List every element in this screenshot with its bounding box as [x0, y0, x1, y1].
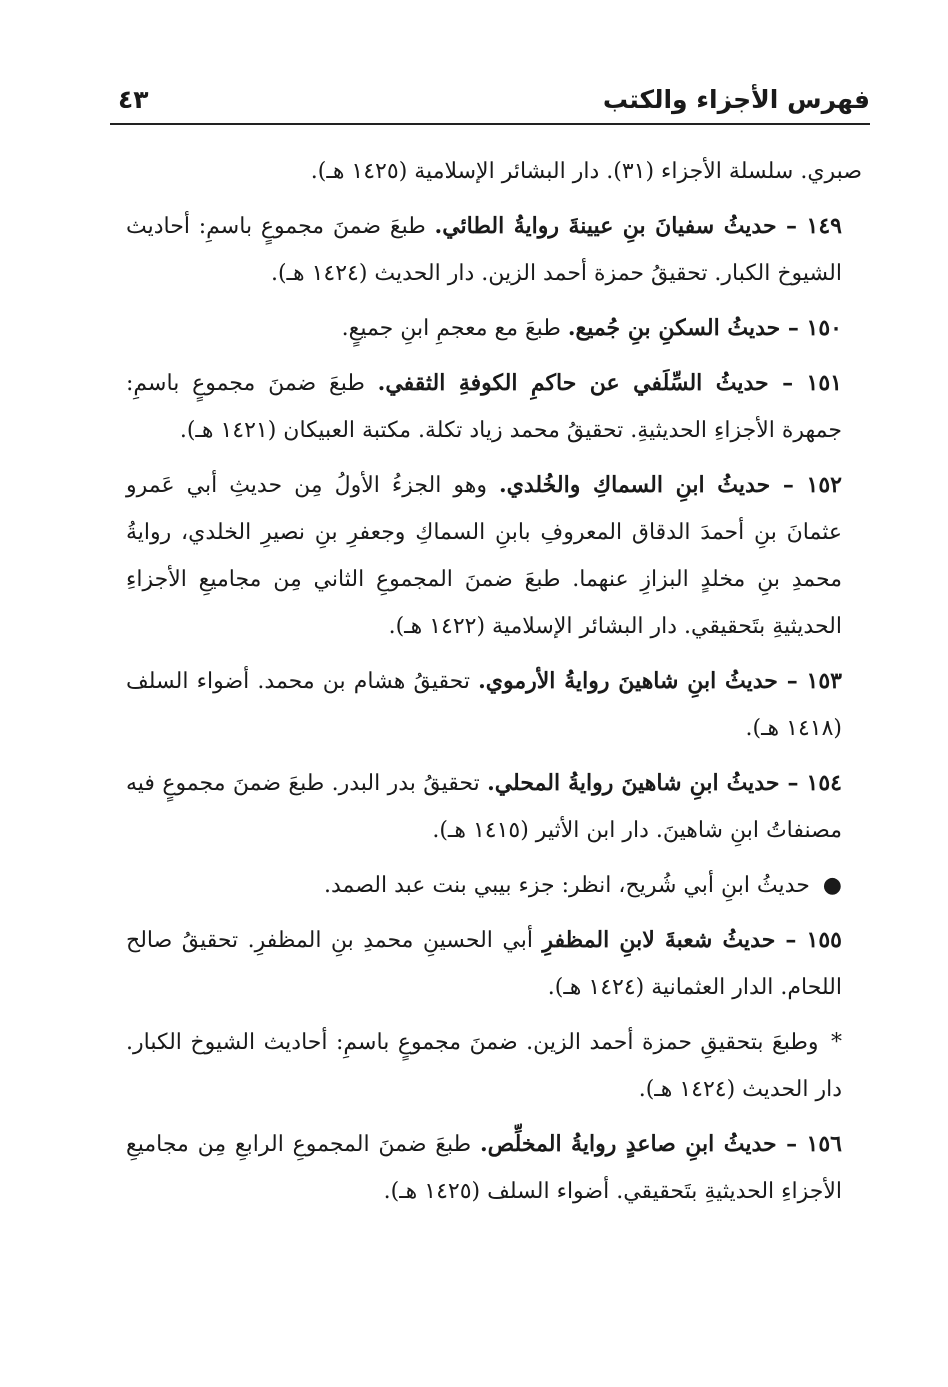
entry-details: طبعَ ضمنَ مجموعٍ باسمِ: أحاديث الشيوخ الكبار. تحقيقُ حمزة أحمد الزين. دار الحديث (١٤٢٤ هـ).	[126, 214, 842, 286]
entry-details: تحقيقُ بدر البدر. طبعَ ضمنَ مجموعٍ فيه مصنفاتُ ابنِ شاهينَ. دار ابن الأثير (١٤١٥ هـ).	[126, 771, 842, 843]
entry-number: ١٥٤ –	[779, 770, 842, 796]
edition-note-text: وطبعَ بتحقيقِ حمزة أحمد الزين. ضمنَ مجموعٍ باسمِ: أحاديث الشيوخ الكبار. دار الحديث (١٤٢٤ هـ).	[126, 1030, 842, 1102]
entry-title: حديثُ ابنِ شاهينَ روايةُ المحلي.	[487, 770, 780, 796]
entry-title: حديثُ السكنِ بنِ جُميع.	[567, 315, 781, 341]
entry-details: أبي الحسينِ محمدِ بنِ المظفرِ. تحقيقُ صالح اللحام. الدار العثمانية (١٤٢٤ هـ).	[126, 928, 842, 1000]
index-entry-156	[126, 1121, 862, 1215]
index-entry-149	[126, 203, 862, 297]
asterisk-icon: *	[831, 1030, 842, 1055]
entry-number: ١٥٠ –	[780, 315, 842, 341]
cross-reference-entry	[126, 862, 862, 909]
index-entry-155	[126, 917, 862, 1011]
entry-details: تحقيقُ هشام بن محمد. أضواء السلف (١٤١٨ هـ).	[126, 669, 842, 741]
edition-note	[126, 1019, 862, 1113]
continuation-text: صبري. سلسلة الأجزاء (٣١). دار البشائر الإسلامية (١٤٢٥ هـ).	[310, 159, 862, 184]
entry-title: حديثُ سفيانَ بنِ عيينةَ روايةُ الطائي.	[434, 213, 777, 239]
entry-number: ١٥٢ –	[770, 472, 842, 498]
entry-number: ١٥١ –	[768, 370, 842, 396]
entry-details: طبعَ ضمنَ المجموعِ الرابعِ مِن مجاميعِ الأجزاءِ الحديثيةِ بتَحقيقي. أضواء السلف (١٤٢٥ هـ).	[126, 1132, 842, 1204]
cross-reference-text: حديثُ ابنِ أبي شُريح، انظر: جزء بيبي بنت عبد الصمد.	[323, 873, 817, 898]
header-title: فهرس الأجزاء والكتب	[602, 85, 870, 114]
index-entry-154	[126, 760, 862, 854]
entry-details: وهو الجزءُ الأولُ مِن حديثِ أبي عَمرو عثمانَ بنِ أحمدَ الدقاق المعروفِ بابنِ السماكِ وجعفرِ بنِ نصيرِ الخلدي، روايةُ محمدِ بنِ مخلدٍ البزازِ عنهما. طبعَ ضمنَ المجموعِ الثاني مِن مجاميعِ الأجزاءِ الحديثيةِ بتَحقيقي. دار البشائر الإسلامية (١٤٢٢ هـ).	[126, 473, 842, 639]
header-rule	[110, 123, 870, 125]
index-entry-153	[126, 658, 862, 752]
entry-title: حديثُ السِّلَفي عن حاكمِ الكوفةِ الثقفي.	[377, 370, 769, 396]
index-entry-152	[126, 462, 862, 650]
index-entry-151	[126, 360, 862, 454]
entry-title: حديثُ شعبةَ لابنِ المظفرِ	[542, 927, 776, 953]
page-number: ٤٣	[118, 85, 149, 114]
entry-number: ١٥٥ –	[775, 927, 842, 953]
index-entry-150	[126, 305, 862, 352]
entry-details: طبعَ ضمنَ مجموعٍ باسمِ: جمهرة الأجزاءِ الحديثيةِ. تحقيقُ محمد زياد تكلة. مكتبة العبيكان (١٤٢١ هـ).	[126, 371, 842, 443]
entry-number: ١٥٣ –	[777, 668, 842, 694]
entry-details: طبعَ مع معجمِ ابنِ جميعٍ.	[341, 316, 568, 341]
entry-number: ١٤٩ –	[776, 213, 842, 239]
entry-title: حديثُ ابنِ شاهينَ روايةُ الأرموي.	[478, 668, 778, 694]
entry-title: حديثُ ابنِ صاعدٍ روايةُ المخلِّص.	[479, 1131, 777, 1157]
running-header	[110, 74, 870, 118]
bullet-icon: ●	[822, 872, 842, 898]
index-body	[126, 148, 862, 1223]
continuation-paragraph	[126, 148, 862, 195]
entry-title: حديثُ ابنِ السماكِ والخُلدي.	[498, 472, 771, 498]
entry-number: ١٥٦ –	[776, 1131, 842, 1157]
